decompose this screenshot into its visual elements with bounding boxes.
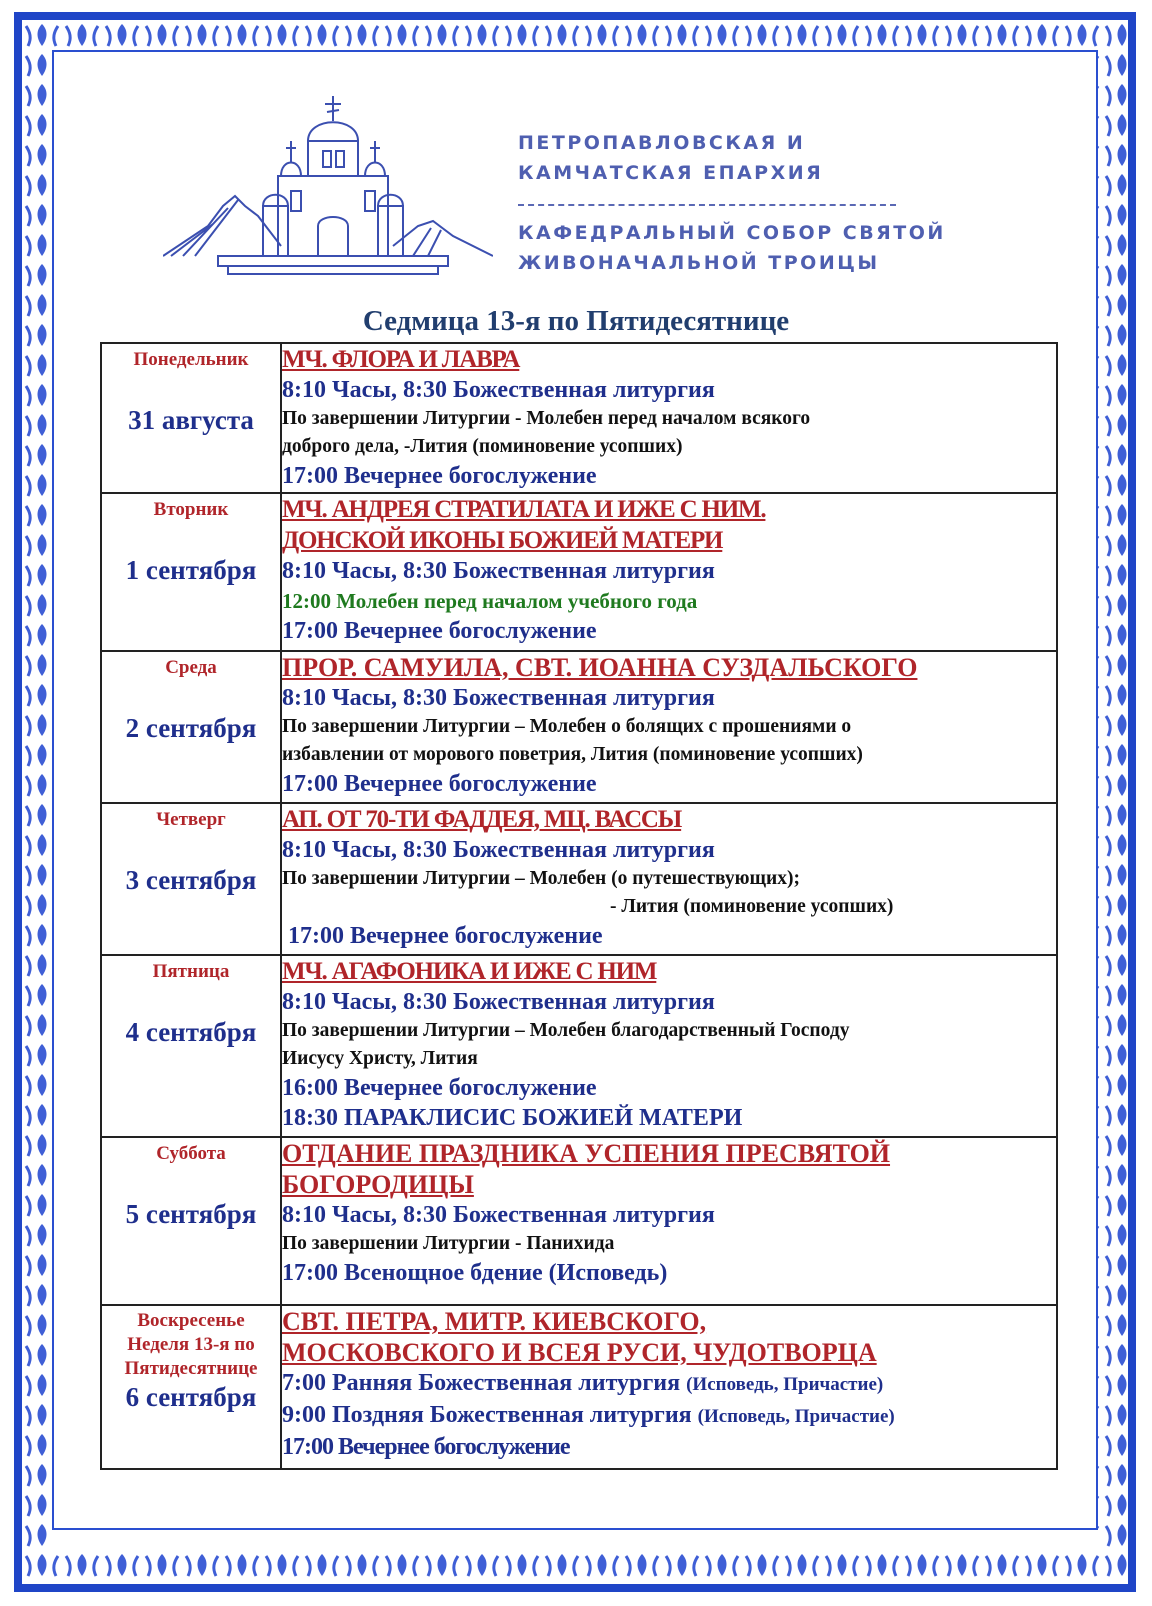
- service-note: - Лития (поминовение усопших): [610, 896, 894, 917]
- day-cell: [101, 1305, 281, 1469]
- feast-title: БОГОРОДИЦЫ: [282, 1170, 474, 1199]
- service-line: 8:10 Часы, 8:30 Божественная литургия: [282, 837, 715, 863]
- weekday: Четверг: [156, 809, 226, 830]
- table-row: [101, 651, 1057, 803]
- weekday: Вторник: [153, 499, 229, 520]
- header-divider: [518, 204, 896, 206]
- day-cell: [101, 343, 281, 493]
- table-row: [101, 955, 1057, 1137]
- day-cell: [101, 955, 281, 1137]
- service-line: 17:00 Вечернее богослужение: [282, 1434, 570, 1460]
- service-note: доброго дела, -Лития (поминовение усопших): [282, 436, 683, 457]
- service-line: 17:00 Вечернее богослужение: [282, 771, 597, 797]
- day-cell: [101, 803, 281, 955]
- events-cell: [281, 955, 1057, 1137]
- day-cell: [101, 493, 281, 651]
- date: 2 сентября: [125, 713, 257, 743]
- events-cell: [281, 803, 1057, 955]
- eparchy-name: [518, 128, 823, 188]
- feast-title: СВТ. ПЕТРА, МИТР. КИЕВСКОГО,: [282, 1307, 707, 1336]
- events-cell: [281, 343, 1057, 493]
- cathedral-line-2: ЖИВОНАЧАЛЬНОЙ ТРОИЦЫ: [518, 252, 880, 274]
- service-note: По завершении Литургии – Молебен (о путешествующих);: [282, 868, 800, 889]
- events-cell: [281, 651, 1057, 803]
- service-note: Иисусу Христу, Лития: [282, 1048, 478, 1069]
- feast-title: МОСКОВСКОГО И ВСЕЯ РУСИ, ЧУДОТВОРЦА: [282, 1338, 877, 1367]
- service-text: 7:00 Ранняя Божественная литургия: [282, 1370, 681, 1396]
- feast-title: МЧ. АГАФОНИКА И ИЖЕ С НИМ: [282, 958, 657, 985]
- feast-title: ПРОР. САМУИЛА, СВТ. ИОАННА СУЗДАЛЬСКОГО: [282, 653, 918, 682]
- weekday: Среда: [165, 657, 217, 678]
- weekday: Воскресенье: [137, 1310, 245, 1331]
- service-line: 17:00 Вечернее богослужение: [288, 923, 603, 949]
- service-note: избавлении от морового поветрия, Лития (поминовение усопших): [282, 744, 863, 765]
- cathedral-name: [518, 218, 946, 278]
- date: 1 сентября: [125, 555, 257, 585]
- weekday-extra: Неделя 13-я по: [127, 1334, 255, 1355]
- cathedral-logo-icon: [163, 96, 493, 281]
- weekday: Суббота: [156, 1143, 226, 1164]
- service-paren: (Исповедь, Причастие): [697, 1406, 895, 1427]
- service-paren: (Исповедь, Причастие): [686, 1374, 884, 1395]
- service-line: 16:00 Вечернее богослужение: [282, 1075, 597, 1101]
- service-line-green: 12:00 Молебен перед началом учебного года: [282, 589, 698, 613]
- service-note: По завершении Литургии - Молебен перед началом всякого: [282, 408, 811, 429]
- service-line: 17:00 Вечернее богослужение: [282, 463, 597, 489]
- date: 4 сентября: [125, 1017, 257, 1047]
- table-row: [101, 1137, 1057, 1305]
- service-note: По завершении Литургии – Молебен о болящих с прошениями о: [282, 716, 852, 737]
- table-row: [101, 803, 1057, 955]
- date: 5 сентября: [125, 1199, 257, 1229]
- service-note: По завершении Литургии – Молебен благодарственный Господу: [282, 1020, 850, 1041]
- weekday: Понедельник: [133, 349, 249, 370]
- day-cell: [101, 1137, 281, 1305]
- date: 6 сентября: [125, 1382, 257, 1412]
- week-title: Седмица 13-я по Пятидесятнице: [362, 305, 790, 337]
- eparchy-line-1: ПЕТРОПАВЛОВСКАЯ И: [518, 132, 806, 154]
- weekday-extra: Пятидесятнице: [124, 1358, 258, 1379]
- service-line: [282, 1368, 1056, 1400]
- table-row: [101, 1305, 1057, 1469]
- weekday: Пятница: [152, 961, 230, 982]
- service-line: 18:30 ПАРАКЛИСИС БОЖИЕЙ МАТЕРИ: [282, 1105, 743, 1131]
- day-cell: [101, 651, 281, 803]
- table-row: [101, 343, 1057, 493]
- date: 3 сентября: [125, 865, 257, 895]
- service-text: 9:00 Поздняя Божественная литургия: [282, 1402, 692, 1428]
- eparchy-line-2: КАМЧАТСКАЯ ЕПАРХИЯ: [518, 162, 824, 184]
- service-line: 8:10 Часы, 8:30 Божественная литургия: [282, 377, 715, 403]
- service-line: 8:10 Часы, 8:30 Божественная литургия: [282, 558, 715, 584]
- service-line: 8:10 Часы, 8:30 Божественная литургия: [282, 685, 715, 711]
- events-cell: [281, 1305, 1057, 1469]
- service-line: [282, 1400, 1056, 1432]
- feast-title: ОТДАНИЕ ПРАЗДНИКА УСПЕНИЯ ПРЕСВЯТОЙ: [282, 1139, 891, 1168]
- service-line: 17:00 Вечернее богослужение: [282, 618, 597, 644]
- service-note: По завершении Литургии - Панихида: [282, 1233, 615, 1254]
- service-line: 17:00 Всенощное бдение (Исповедь): [282, 1260, 668, 1286]
- table-row: [101, 493, 1057, 651]
- feast-title: АП. ОТ 70-ТИ ФАДДЕЯ, МЦ. ВАССЫ: [282, 806, 682, 833]
- cathedral-line-1: КАФЕДРАЛЬНЫЙ СОБОР СВЯТОЙ: [518, 222, 946, 244]
- service-line: 8:10 Часы, 8:30 Божественная литургия: [282, 1202, 715, 1228]
- events-cell: [281, 1137, 1057, 1305]
- feast-title: ДОНСКОЙ ИКОНЫ БОЖИЕЙ МАТЕРИ: [282, 527, 723, 554]
- date: 31 августа: [128, 405, 254, 435]
- events-cell: [281, 493, 1057, 651]
- feast-title: МЧ. АНДРЕЯ СТРАТИЛАТА И ИЖЕ С НИМ.: [282, 496, 766, 523]
- schedule-table: [100, 342, 1058, 1470]
- service-line: 8:10 Часы, 8:30 Божественная литургия: [282, 989, 715, 1015]
- feast-title: МЧ. ФЛОРА И ЛАВРА: [282, 346, 520, 373]
